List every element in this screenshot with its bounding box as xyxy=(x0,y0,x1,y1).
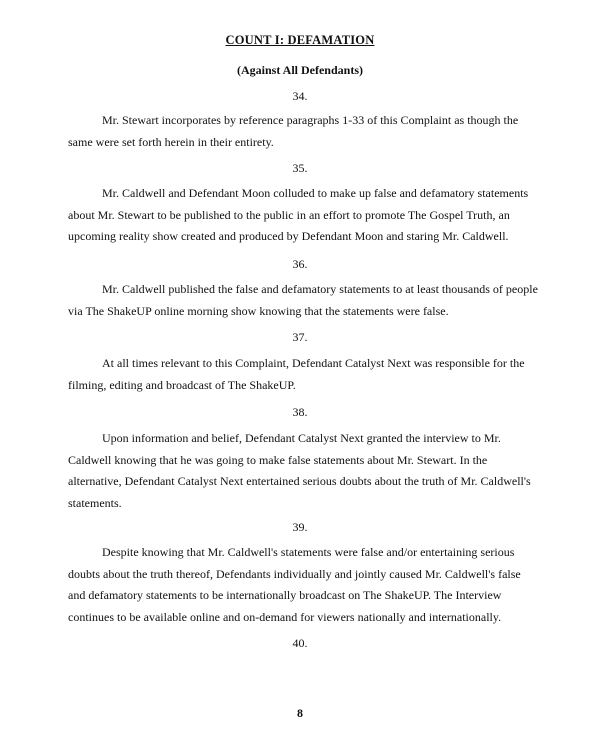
paragraph-number: 36. xyxy=(292,257,308,271)
paragraph-number: 35. xyxy=(292,161,308,175)
paragraph-number: 37. xyxy=(292,330,308,344)
paragraph-number: 34. xyxy=(292,89,308,103)
paragraph-text: Mr. Caldwell and Defendant Moon colluded to make up false and defamatory statements about Mr. Stewart to be published to the public in an effort to promote The Gospel Truth, an upcoming reality show created and produced by Defendant Moon and staring Mr. Caldwell. xyxy=(68,186,529,243)
paragraph-number: 39. xyxy=(292,520,308,534)
paragraph-text: Mr. Stewart incorporates by reference paragraphs 1-33 of this Complaint as though the same were set forth herein in their entirety. xyxy=(68,113,519,149)
paragraph-text: Upon information and belief, Defendant Catalyst Next granted the interview to Mr. Caldwell knowing that he was going to make false statements about Mr. Stewart. In the alternative, Defendant Catalyst Next entertained serious doubts about the truth of Mr. Caldwell's statements. xyxy=(68,431,531,510)
paragraph-number: 40. xyxy=(292,636,308,650)
paragraph-number: 38. xyxy=(292,405,308,419)
paragraph-text: Mr. Caldwell published the false and defamatory statements to at least thousands of people via The ShakeUP online morning show knowing that the statements were false. xyxy=(68,282,538,318)
paragraph-text: Despite knowing that Mr. Caldwell's statements were false and/or entertaining serious doubts about the truth thereof, Defendants individually and jointly caused Mr. Caldwell's false and defamatory statements to be internationally broadcast on The ShakeUP. The Interview continues to be available online and on-demand for viewers nationally and internationally. xyxy=(68,545,521,624)
paragraph-text: At all times relevant to this Complaint, Defendant Catalyst Next was responsible for the filming, editing and broadcast of The ShakeUP. xyxy=(68,356,525,392)
count-title: COUNT I: DEFAMATION xyxy=(225,33,375,47)
page-number: 8 xyxy=(297,706,303,720)
count-subtitle: (Against All Defendants) xyxy=(236,63,363,77)
